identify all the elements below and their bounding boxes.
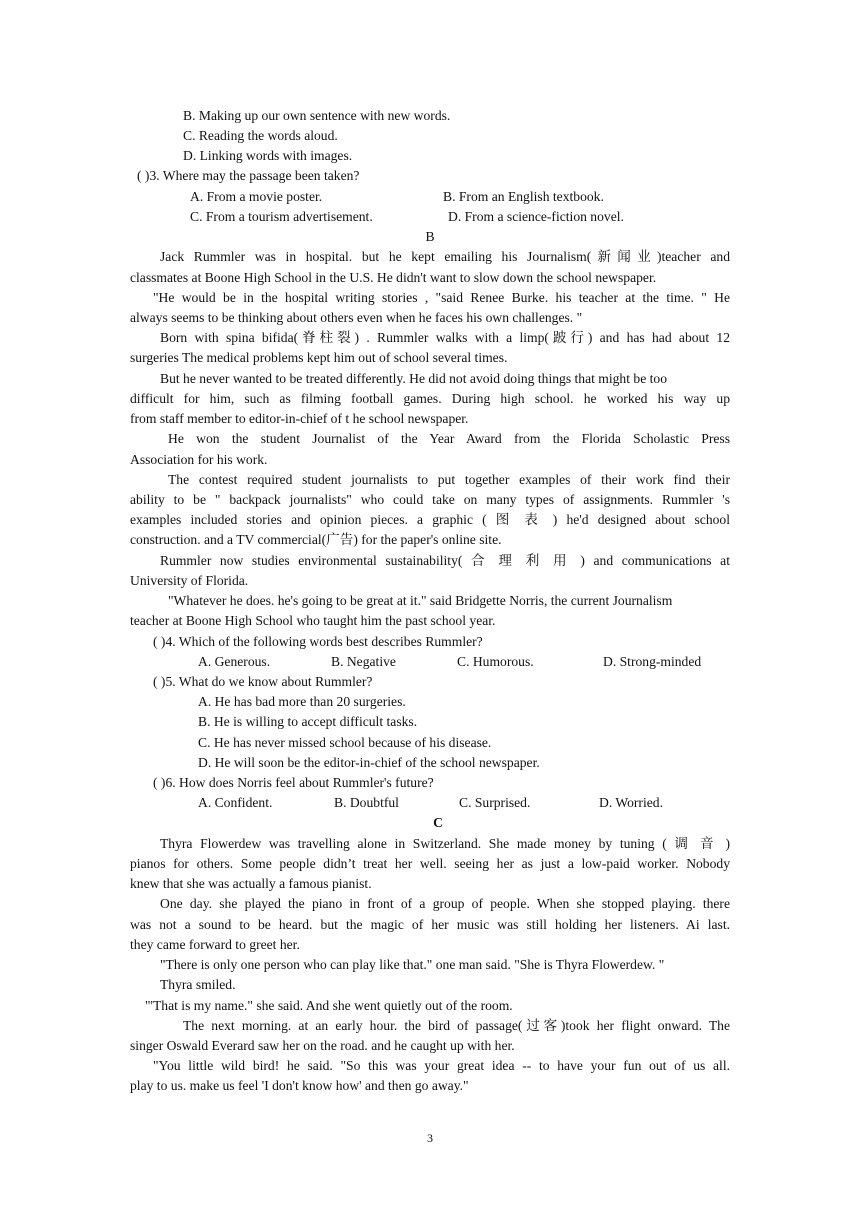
q5-stem: ( )5. What do we know about Rummler? — [153, 674, 373, 689]
passage-b-line: The contest required student journalists to put together examples of their work find their — [168, 472, 730, 487]
passage-b-line: construction. and a TV commercial(广告) for the paper's online site. — [130, 532, 502, 547]
q2-option-b: B. Making up our own sentence with new words. — [183, 108, 451, 123]
q5-option-d: D. He will soon be the editor-in-chief of the school newspaper. — [198, 755, 540, 770]
passage-c-line: knew that she was actually a famous pianist. — [130, 876, 372, 891]
passage-b-line: University of Florida. — [130, 573, 249, 588]
passage-b-line: always seems to be thinking about others even when he faces his own challenges. " — [130, 310, 583, 325]
q4-stem: ( )4. Which of the following words best describes Rummler? — [153, 634, 483, 649]
section-b-heading: B — [425, 229, 435, 244]
passage-c-line: was not a sound to be heard. but the magic of her music was still holding her listeners. Ai last. — [130, 917, 730, 932]
passage-b-line: surgeries The medical problems kept him out of school several times. — [130, 350, 508, 365]
passage-c-line: singer Oswald Everard saw her on the road. and he caught up with her. — [130, 1038, 515, 1053]
q6-option-a: A. Confident. — [198, 795, 273, 810]
passage-c-line: "You little wild bird! he said. "So this was your great idea -- to have your fun out of us all. — [153, 1058, 730, 1073]
section-c-heading: C — [433, 815, 443, 830]
passage-b-line: ability to be " backpack journalists" who could take on many types of assignments. Rummler 's — [130, 492, 730, 507]
q2-option-c: C. Reading the words aloud. — [183, 128, 338, 143]
q6-stem: ( )6. How does Norris feel about Rummler's future? — [153, 775, 434, 790]
passage-b-line: He won the student Journalist of the Year Award from the Florida Scholastic Press — [168, 431, 730, 446]
q3-option-d: D. From a science-fiction novel. — [448, 209, 624, 224]
passage-b-line: classmates at Boone High School in the U.S. He didn't want to slow down the school newspaper. — [130, 270, 657, 285]
q4-option-a: A. Generous. — [198, 654, 271, 669]
page-number: 3 — [427, 1131, 433, 1145]
q2-option-d: D. Linking words with images. — [183, 148, 353, 163]
q5-option-a: A. He has bad more than 20 surgeries. — [198, 694, 406, 709]
q4-option-b: B. Negative — [331, 654, 396, 669]
q3-stem: ( )3. Where may the passage been taken? — [137, 168, 360, 183]
passage-c-line: pianos for others. Some people didn’t treat her well. seeing her as just a low-paid worker. Nobody — [130, 856, 730, 871]
passage-b-line: Jack Rummler was in hospital. but he kept emailing his Journalism(新闻业)teacher and — [160, 249, 730, 264]
q4-option-c: C. Humorous. — [457, 654, 534, 669]
passage-b-line: Rummler now studies environmental sustainability( 合 理 利 用 ) and communications at — [160, 553, 730, 568]
passage-c-line: they came forward to greet her. — [130, 937, 300, 952]
passage-b-line: examples included stories and opinion pieces. a graphic ( 图 表 ) he'd designed about school — [130, 512, 730, 527]
q6-option-b: B. Doubtful — [334, 795, 399, 810]
q3-option-a: A. From a movie poster. — [190, 189, 323, 204]
passage-c-line: "'That is my name." she said. And she went quietly out of the room. — [145, 998, 513, 1013]
passage-b-line: "Whatever he does. he's going to be great at it." said Bridgette Norris, the current Journalism — [168, 593, 673, 608]
passage-c-line: Thyra smiled. — [160, 977, 236, 992]
passage-b-line: from staff member to editor-in-chief of t he school newspaper. — [130, 411, 469, 426]
q4-option-d: D. Strong-minded — [603, 654, 702, 669]
q5-option-c: C. He has never missed school because of his disease. — [198, 735, 492, 750]
passage-b-line: difficult for him, such as filming football games. During high school. he worked his way up — [130, 391, 730, 406]
passage-b-line: Association for his work. — [130, 452, 268, 467]
q3-option-b: B. From an English textbook. — [443, 189, 604, 204]
q6-option-d: D. Worried. — [599, 795, 663, 810]
q5-option-b: B. He is willing to accept difficult tasks. — [198, 714, 418, 729]
passage-c-line: The next morning. at an early hour. the bird of passage(过客)took her flight onward. The — [183, 1018, 730, 1033]
passage-c-line: play to us. make us feel 'I don't know how' and then go away." — [130, 1078, 469, 1093]
passage-c-line: Thyra Flowerdew was travelling alone in Switzerland. She made money by tuning ( 调 音 ) — [160, 836, 730, 851]
passage-b-line: "He would be in the hospital writing stories , "said Renee Burke. his teacher at the time. " He — [153, 290, 730, 305]
passage-c-line: One day. she played the piano in front of a group of people. When she stopped playing. there — [160, 896, 730, 911]
passage-c-line: "There is only one person who can play like that." one man said. "She is Thyra Flowerdew. " — [160, 957, 665, 972]
passage-b-line: teacher at Boone High School who taught him the past school year. — [130, 613, 496, 628]
passage-b-line: Born with spina bifida(脊柱裂) . Rummler walks with a limp(跛行) and has had about 12 — [160, 330, 730, 345]
passage-b-line: But he never wanted to be treated differently. He did not avoid doing things that might be too — [160, 371, 668, 386]
q6-option-c: C. Surprised. — [459, 795, 531, 810]
q3-option-c: C. From a tourism advertisement. — [190, 209, 373, 224]
